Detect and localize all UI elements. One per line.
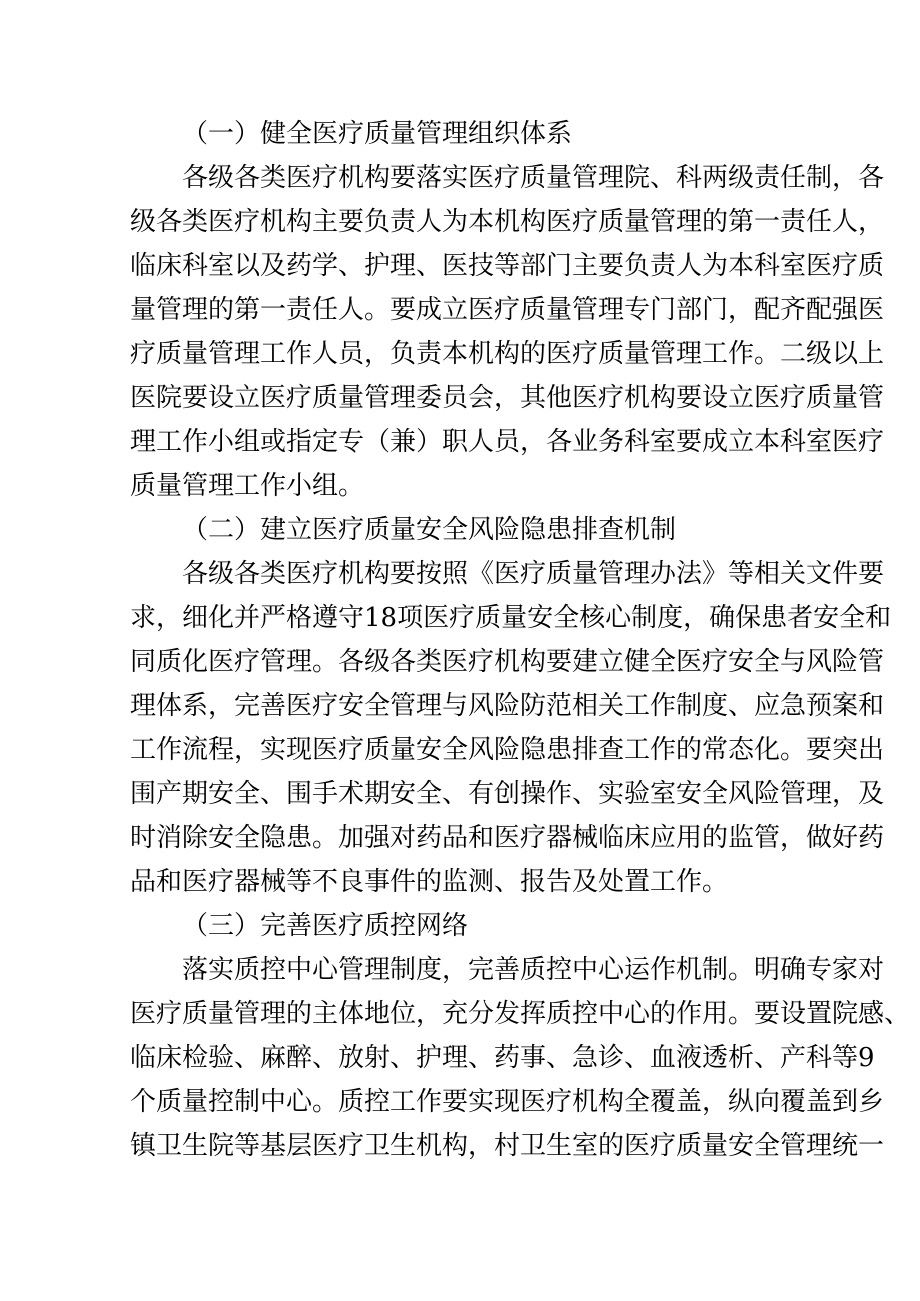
paragraph-line: 质量管理工作小组。 <box>130 471 365 501</box>
section-heading-1: （一）健全医疗质量管理组织体系 <box>182 119 573 149</box>
paragraph-line: 镇卫生院等基层医疗卫生机构，村卫生室的医疗质量安全管理统一 <box>130 1131 885 1161</box>
paragraph-line: 级各类医疗机构主要负责人为本机构医疗质量管理的第一责任人， <box>130 207 885 237</box>
paragraph-line: 围产期安全、围手术期安全、有创操作、实验室安全风险管理，及 <box>130 779 885 809</box>
paragraph-line: 理体系，完善医疗安全管理与风险防范相关工作制度、应急预案和 <box>130 691 885 721</box>
paragraph-line: 个质量控制中心。质控工作要实现医疗机构全覆盖，纵向覆盖到乡 <box>130 1087 885 1117</box>
paragraph-line: 医院要设立医疗质量管理委员会，其他医疗机构要设立医疗质量管 <box>130 383 885 413</box>
paragraph-line: 求，细化并严格遵守18项医疗质量安全核心制度，确保患者安全和 <box>130 603 892 633</box>
paragraph-line: 时消除安全隐患。加强对药品和医疗器械临床应用的监管，做好药 <box>130 823 885 853</box>
paragraph-line: 理工作小组或指定专（兼）职人员，各业务科室要成立本科室医疗 <box>130 427 885 457</box>
paragraph-line: 品和医疗器械等不良事件的监测、报告及处置工作。 <box>130 867 729 897</box>
paragraph-line: 工作流程，实现医疗质量安全风险隐患排查工作的常态化。要突出 <box>130 735 885 765</box>
paragraph-line: 各级各类医疗机构要按照《医疗质量管理办法》等相关文件要 <box>182 559 885 589</box>
paragraph-line: 临床科室以及药学、护理、医技等部门主要负责人为本科室医疗质 <box>130 251 885 281</box>
paragraph-line: 各级各类医疗机构要落实医疗质量管理院、科两级责任制，各 <box>182 163 885 193</box>
section-heading-3: （三）完善医疗质控网络 <box>182 911 469 941</box>
paragraph-line: 医疗质量管理的主体地位，充分发挥质控中心的作用。要设置院感、 <box>130 999 911 1029</box>
paragraph-line: 疗质量管理工作人员，负责本机构的医疗质量管理工作。二级以上 <box>130 339 885 369</box>
paragraph-line: 落实质控中心管理制度，完善质控中心运作机制。明确专家对 <box>182 955 885 985</box>
paragraph-line: 量管理的第一责任人。要成立医疗质量管理专门部门，配齐配强医 <box>130 295 885 325</box>
paragraph-line: 临床检验、麻醉、放射、护理、药事、急诊、血液透析、产科等9 <box>130 1043 875 1073</box>
paragraph-line: 同质化医疗管理。各级各类医疗机构要建立健全医疗安全与风险管 <box>130 647 885 677</box>
section-heading-2: （二）建立医疗质量安全风险隐患排查机制 <box>182 515 677 545</box>
